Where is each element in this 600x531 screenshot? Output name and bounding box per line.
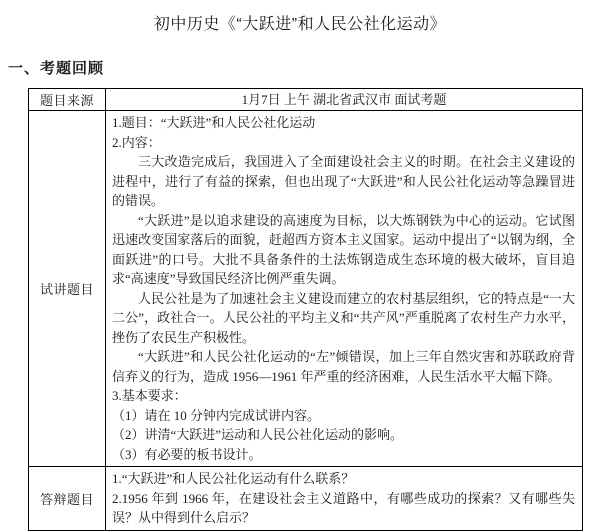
exam-review-table (28, 88, 583, 531)
paragraph-great-leap: “大跃进”是以追求建设的高速度为目标，以大炼钢铁为中心的运动。它试图迅速改变国家落后的面貌，赶超西方资本主义国家。运动中提出了“以钢为纲，全面跃进”的口号。大批不具备条件的土法炼钢造成生态环境的极大破坏，盲目追求“高速度”导致国民经济比例严重失调。 (112, 212, 575, 286)
paragraph-defense-question-1: 1.“大跃进”和人民公社化运动有什么联系？ (112, 471, 355, 486)
paragraph-requirements-head: 3.基本要求： (112, 388, 187, 403)
row-label-question-source: 题目来源 (29, 89, 106, 111)
row-label-defense-questions: 答辩题目 (29, 467, 106, 531)
page-title: 初中历史《“大跃进”和人民公社化运动》 (153, 16, 447, 33)
paragraph-requirement-2: （2）讲清“大跃进”运动和人民公社化运动的影响。 (112, 427, 404, 442)
table-row-defense-questions (29, 467, 583, 531)
table-row-question-source (29, 89, 583, 111)
paragraph-consequence: “大跃进”和人民公社化运动的“左”倾错误，加上三年自然灾害和苏联政府背信弃义的行为，造成 1956—1961 年严重的经济困难，人民生活水平大幅下降。 (112, 349, 575, 384)
paragraph-topic: 1.题目：“大跃进”和人民公社化运动 (112, 115, 316, 130)
paragraph-defense-question-2: 2.1956 年到 1966 年，在建设社会主义道路中，有哪些成功的探索？又有哪些失误？从中得到什么启示？ (112, 490, 575, 525)
paragraph-requirement-1: （1）请在 10 分钟内完成试讲内容。 (112, 407, 321, 423)
section-heading: 一、考题回顾 (8, 60, 105, 77)
paragraph-requirement-3: （3）有必要的板书设计。 (112, 446, 262, 462)
row-label-lecture-topic: 试讲题目 (29, 111, 106, 467)
paragraph-background: 三大改造完成后，我国进入了全面建设社会主义的时期。在社会主义建设的进程中，进行了有益的探索，但也出现了“大跃进”和人民公社化运动等急躁冒进的错误。 (112, 154, 575, 208)
defense-questions-content (106, 467, 583, 531)
paragraph-content-head: 2.内容： (112, 134, 161, 150)
paragraph-commune: 人民公社是为了加速社会主义建设而建立的农村基层组织，它的特点是“一大二公”，政社合一。人民公社的平均主义和“共产风”严重脱离了农村生产力水平，挫伤了农民生产积极性。 (112, 290, 575, 345)
table-row-lecture-topic (29, 111, 583, 467)
question-source-value: 1月7日 上午 湖北省武汉市 面试考题 (106, 89, 583, 111)
lecture-topic-content (106, 111, 583, 467)
